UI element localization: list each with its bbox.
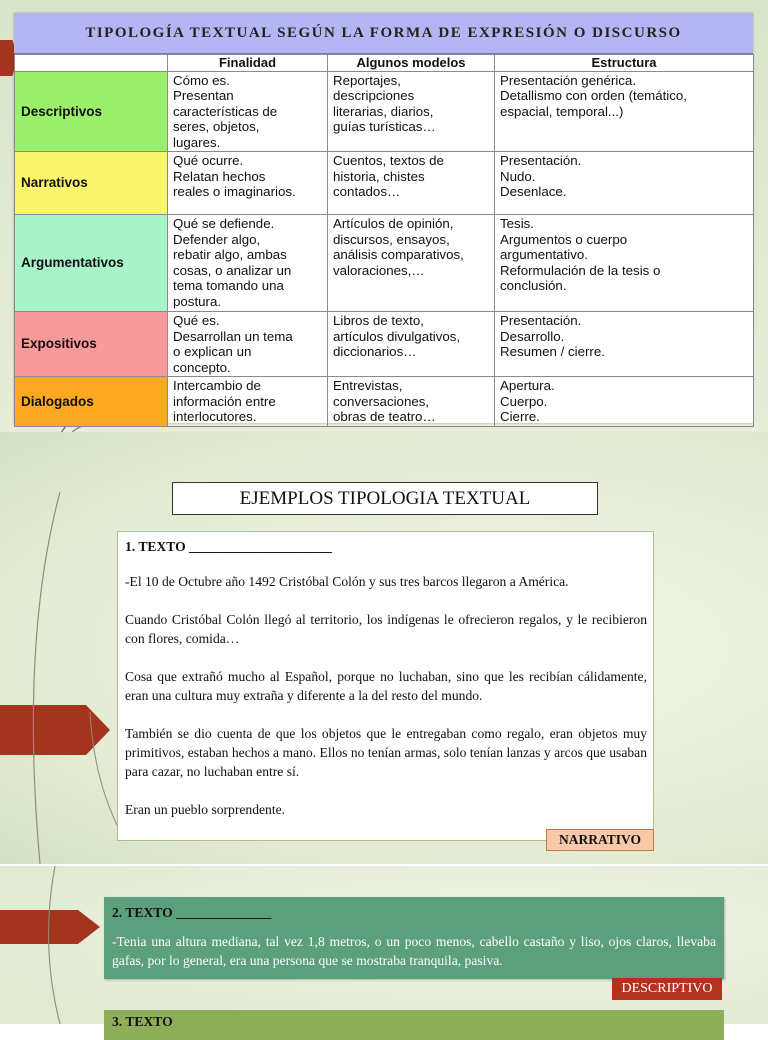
modelos-cell [328,377,495,427]
cell-line: rebatir algo, ambas [173,247,287,262]
category-cell: Dialogados [15,377,168,427]
table-header-cell: Finalidad [168,55,328,72]
examples-title: EJEMPLOS TIPOLOGIA TEXTUAL [172,482,598,515]
table-header-cell: Estructura [495,55,754,72]
cell-line: interlocutores. [173,409,257,424]
cell-line: Artículos de opinión, [333,216,454,231]
table-row [15,312,754,377]
cell-line: Qué ocurre. [173,153,244,168]
text-1-paragraph: También se dio cuenta de que los objetos que le entregaban como regalo, eran objetos muy primitivos, estaban hechos a mano. Ellos no tenían armas, solo tenían lanzas y arcos que usaban para cazar, no luchaban entre sí. [125,726,647,779]
cell-line: postura. [173,293,222,309]
cell-line: Entrevistas, [333,378,403,393]
table-title: TIPOLOGÍA TEXTUAL SEGÚN LA FORMA DE EXPRESIÓN O DISCURSO [14,13,753,54]
cell-line: contados… [333,184,401,199]
text-1-box [117,531,654,841]
finalidad-cell [168,71,328,152]
cell-line: Reformulación de la tesis o [500,262,661,278]
curved-line-decoration [0,492,120,864]
finalidad-cell [168,377,328,427]
category-cell: Argumentativos [15,215,168,312]
cell-line: Relatan hechos [173,168,266,184]
finalidad-cell [168,312,328,377]
text-1-paragraph: Eran un pueblo sorprendente. [125,802,286,817]
cell-line: Desarrollo. [500,328,565,344]
text-2-box [104,897,724,979]
cell-line: Cómo es. [173,72,230,88]
cell-line: Cierre. [500,409,540,424]
text-1-answer-badge: NARRATIVO [546,829,654,851]
cell-line: Presentación genérica. [500,72,637,88]
cell-line: Presentación. [500,153,582,168]
cell-line: Cuerpo. [500,393,548,409]
cell-line: Presentación. [500,313,582,328]
cell-line: conversaciones, [333,393,430,409]
table-row [15,152,754,215]
text-3-box [104,1010,724,1040]
curved-line-decoration [0,866,110,1024]
text-1-paragraph: Cuando Cristóbal Colón llegó al territorio, los indígenas le ofrecieron regalos, y le recibieron con flores, comida… [125,612,647,646]
cell-line: artículos divulgativos, [333,328,461,344]
table-header-cell: Algunos modelos [328,55,495,72]
cell-line: Libros de texto, [333,313,424,328]
estructura-cell [495,71,754,152]
estructura-cell [495,312,754,377]
table-row [15,377,754,427]
text-1-paragraph: Cosa que extrañó mucho al Español, porque no luchaban, sino que les recibían cálidamente, eran una cultura muy extraña y diferente a la del resto del mundo. [125,669,647,703]
cell-line: conclusión. [500,278,567,293]
modelos-cell [328,312,495,377]
cell-line: descripciones [333,88,415,103]
text-2-answer-badge: DESCRIPTIVO [612,978,722,1000]
cell-line: o explican un [173,344,252,359]
cell-line: análisis comparativos, [333,247,464,262]
cell-line: lugares. [173,134,221,150]
cell-line: Defender algo, [173,231,261,247]
cell-line: Intercambio de [173,378,261,393]
cell-line: obras de teatro… [333,409,436,424]
cell-line: literarias, diarios, [333,103,434,119]
modelos-cell [328,215,495,312]
estructura-cell [495,152,754,215]
cell-line: reales o imaginarios. [173,184,296,199]
cell-line: discursos, ensayos, [333,231,450,247]
cell-line: espacial, temporal...) [500,103,624,119]
cell-line: valoraciones,… [333,262,425,278]
text-3-heading: 3. TEXTO [112,1014,173,1029]
estructura-cell [495,215,754,312]
cell-line: historia, chistes [333,168,425,184]
cell-line: Desarrollan un tema [173,328,293,344]
cell-line: guías turísticas… [333,119,436,134]
category-cell: Expositivos [15,312,168,377]
estructura-cell [495,377,754,427]
cell-line: información entre [173,393,276,409]
cell-line: Argumentos o cuerpo [500,231,628,247]
cell-line: Apertura. [500,378,555,393]
typology-table [14,13,753,423]
table-row [15,215,754,312]
category-cell: Narrativos [15,152,168,215]
text-1-paragraph: -El 10 de Octubre año 1492 Cristóbal Colón y sus tres barcos llegaron a América. [125,574,569,589]
cell-line: Cuentos, textos de [333,153,444,168]
text-2-paragraph: -Tenia una altura mediana, tal vez 1,8 metros, o un poco menos, cabello castaño y liso, ojos claros, llevaba gafas, por lo general, era una persona que se mostraba tranquila, pasiva. [112,934,716,968]
table-header-cell [15,55,168,72]
cell-line: cosas, o analizar un [173,262,292,278]
category-cell: Descriptivos [15,71,168,152]
cell-line: tema tomando una [173,278,284,293]
cell-line: seres, objetos, [173,119,260,134]
cell-line: argumentativo. [500,247,588,262]
finalidad-cell [168,152,328,215]
finalidad-cell [168,215,328,312]
cell-line: Presentan [173,88,234,103]
table-row [15,71,754,152]
cell-line: Tesis. [500,216,534,231]
text-1-heading: 1. TEXTO _____________________ [125,539,332,554]
text-2-heading: 2. TEXTO ______________ [112,905,272,920]
cell-line: Detallismo con orden (temático, [500,88,687,103]
cell-line: Nudo. [500,168,536,184]
cell-line: concepto. [173,359,231,375]
modelos-cell [328,152,495,215]
typology-grid [14,54,754,427]
cell-line: Desenlace. [500,184,567,199]
cell-line: diccionarios… [333,344,417,359]
cell-line: Qué es. [173,313,220,328]
modelos-cell [328,71,495,152]
cell-line: Resumen / cierre. [500,344,605,359]
cell-line: Reportajes, [333,72,401,88]
cell-line: características de [173,103,278,119]
cell-line: Qué se defiende. [173,216,275,231]
